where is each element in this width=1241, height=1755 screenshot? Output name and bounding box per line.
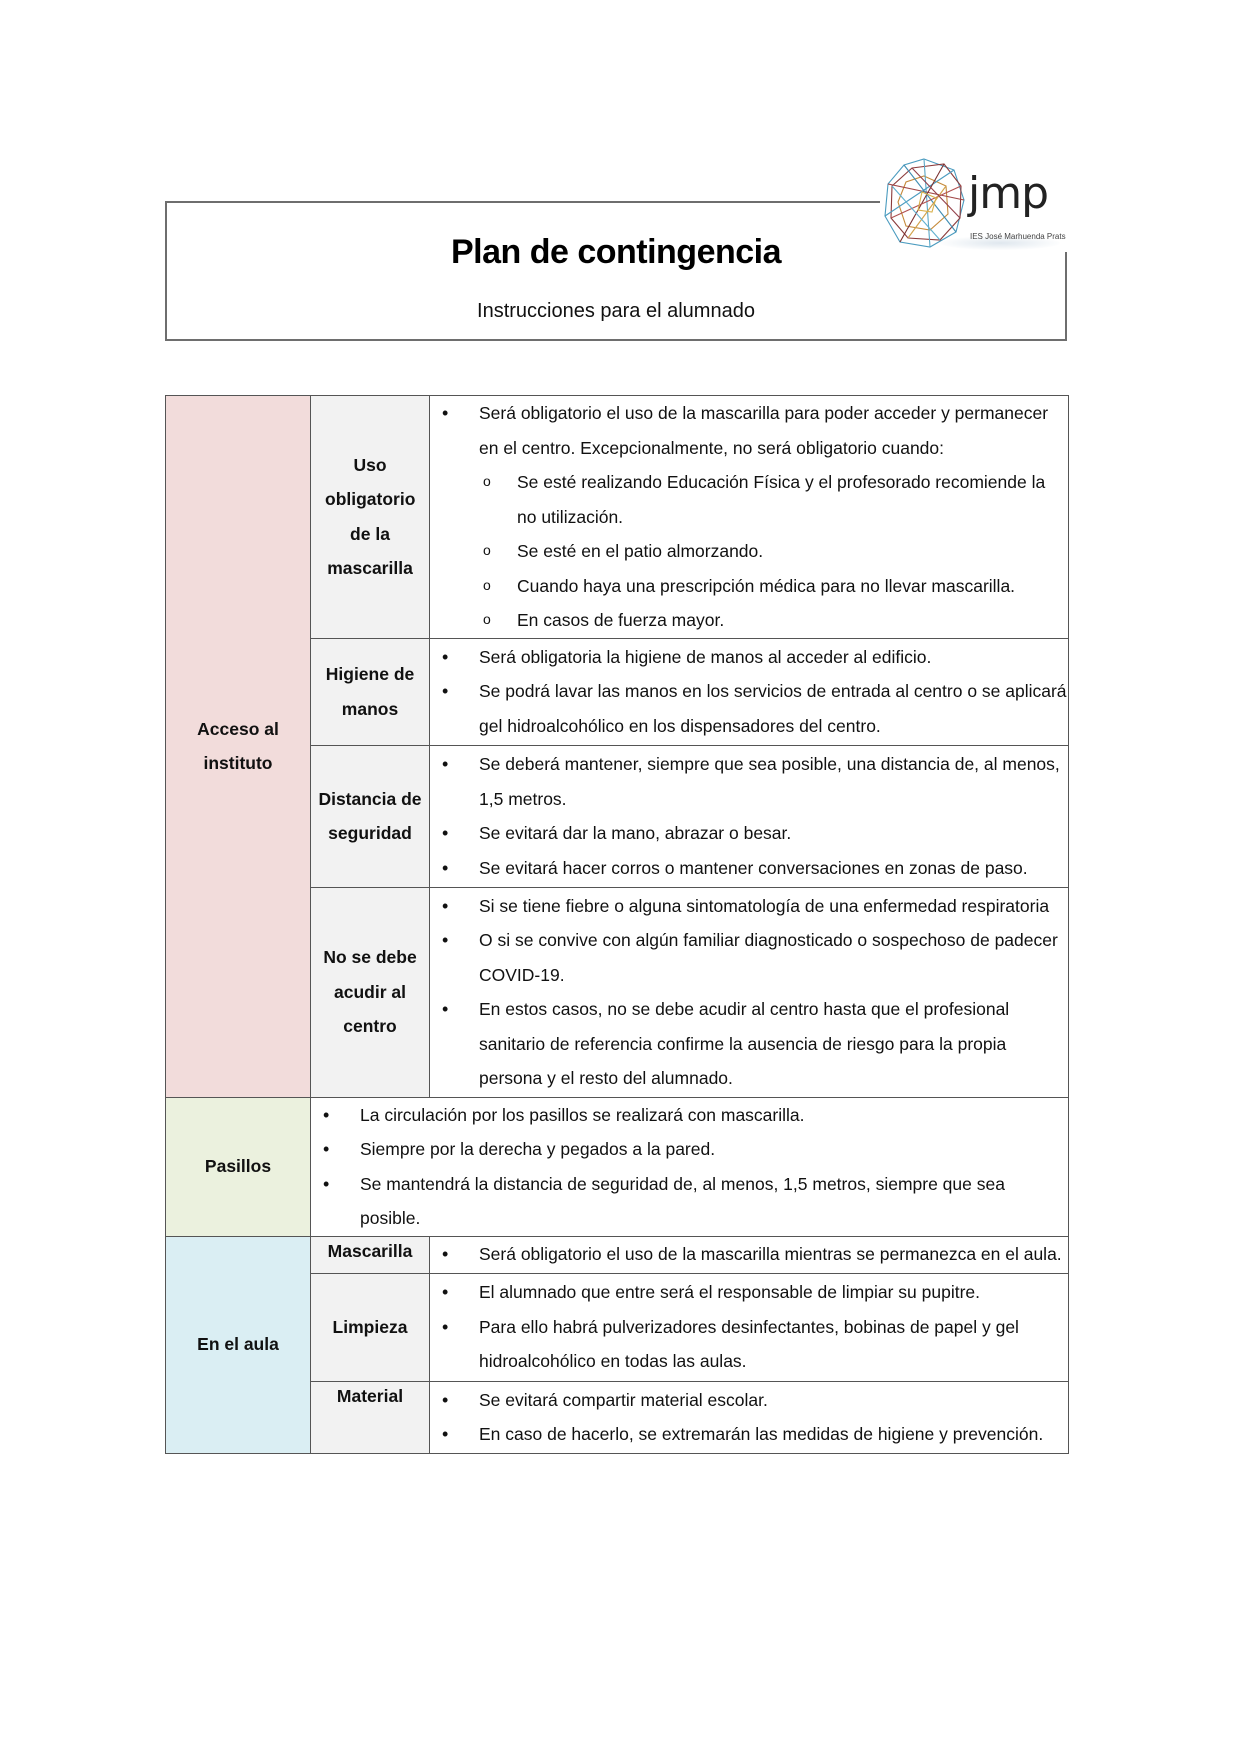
table-row	[166, 1097, 1069, 1236]
list-item: • En caso de hacerlo, se extremarán las medidas de higiene y prevención.	[430, 1417, 1068, 1452]
content-cell	[430, 638, 1069, 745]
sub-list-item: o Se esté en el patio almorzando.	[479, 534, 1068, 569]
category-aula	[166, 1236, 311, 1453]
category-label: Acceso al instituto	[197, 718, 279, 774]
list-item: • Si se tiene fiebre o alguna sintomatología de una enfermedad respiratoria	[430, 889, 1068, 924]
contingency-table	[165, 395, 1069, 1454]
list-item: • La circulación por los pasillos se realizará con mascarilla.	[311, 1098, 1068, 1133]
list-item: • O si se convive con algún familiar diagnosticado o sospechoso de padecer COVID-19.	[430, 923, 1068, 992]
subcategory-cell	[311, 396, 430, 639]
subcategory-cell	[311, 745, 430, 887]
category-pasillos	[166, 1097, 311, 1236]
list-item: • Se evitará hacer corros o mantener conversaciones en zonas de paso.	[430, 851, 1068, 886]
content-cell	[430, 396, 1069, 639]
sub-list-item: o En casos de fuerza mayor.	[479, 603, 1068, 638]
list-item-text: Será obligatorio el uso de la mascarilla para poder acceder y permanecer en el centro. Excepcionalmente, no será obligatorio cuando:	[479, 403, 1049, 458]
subcategory-cell	[311, 1236, 430, 1273]
polyhedron-logo-icon	[882, 156, 966, 250]
category-acceso	[166, 396, 311, 1098]
subcategory-cell	[311, 638, 430, 745]
subcategory-label: Mascarilla	[327, 1240, 413, 1261]
content-cell	[430, 1273, 1069, 1381]
list-item	[430, 396, 1068, 638]
subcategory-label: Uso obligatorio de la mascarilla	[325, 454, 416, 579]
list-item: • Siempre por la derecha y pegados a la pared.	[311, 1132, 1068, 1167]
content-cell	[311, 1097, 1069, 1236]
school-logo	[880, 154, 1070, 252]
sub-list-item: o Se esté realizando Educación Física y el profesorado recomiende la no utilización.	[479, 465, 1068, 534]
list-item: • Se deberá mantener, siempre que sea posible, una distancia de, al menos, 1,5 metros.	[430, 747, 1068, 816]
category-label: En el aula	[197, 1334, 279, 1355]
subcategory-label: Limpieza	[332, 1316, 408, 1337]
logo-tagline: IES José Marhuenda Prats	[970, 232, 1066, 241]
table-row	[166, 1236, 1069, 1273]
subcategory-label: Higiene de manos	[325, 664, 415, 719]
list-item: • Se evitará compartir material escolar.	[430, 1383, 1068, 1418]
subcategory-cell	[311, 887, 430, 1097]
sub-list-item: o Cuando haya una prescripción médica para no llevar mascarilla.	[479, 569, 1068, 604]
list-item: • Se evitará dar la mano, abrazar o besar.	[430, 816, 1068, 851]
list-item: • Será obligatorio el uso de la mascarilla mientras se permanezca en el aula.	[430, 1237, 1068, 1272]
content-cell	[430, 1236, 1069, 1273]
content-cell	[430, 1381, 1069, 1453]
logo-text: jmp	[968, 168, 1049, 219]
list-item: • Para ello habrá pulverizadores desinfectantes, bobinas de papel y gel hidroalcohólico en todas las aulas.	[430, 1310, 1068, 1379]
list-item: • Se podrá lavar las manos en los servicios de entrada al centro o se aplicará gel hidroalcohólico en los dispensadores del centro.	[430, 674, 1068, 743]
content-cell	[430, 745, 1069, 887]
subcategory-cell	[311, 1273, 430, 1381]
table-row	[166, 396, 1069, 639]
list-item: • El alumnado que entre será el responsable de limpiar su pupitre.	[430, 1275, 1068, 1310]
page-title: Plan de contingencia	[450, 233, 782, 271]
content-cell	[430, 887, 1069, 1097]
list-item: • Será obligatoria la higiene de manos al acceder al edificio.	[430, 640, 1068, 675]
page-subtitle: Instrucciones para el alumnado	[477, 300, 755, 322]
subcategory-cell	[311, 1381, 430, 1453]
subcategory-label: Material	[336, 1385, 404, 1406]
category-label: Pasillos	[204, 1156, 272, 1177]
subcategory-label: Distancia de seguridad	[318, 788, 422, 843]
list-item: • En estos casos, no se debe acudir al centro hasta que el profesional sanitario de referencia confirme la ausencia de riesgo para la propia persona y el resto del alumnado.	[430, 992, 1068, 1096]
subcategory-label: No se debe acudir al centro	[323, 947, 417, 1037]
list-item: • Se mantendrá la distancia de seguridad de, al menos, 1,5 metros, siempre que sea posible.	[311, 1167, 1068, 1236]
